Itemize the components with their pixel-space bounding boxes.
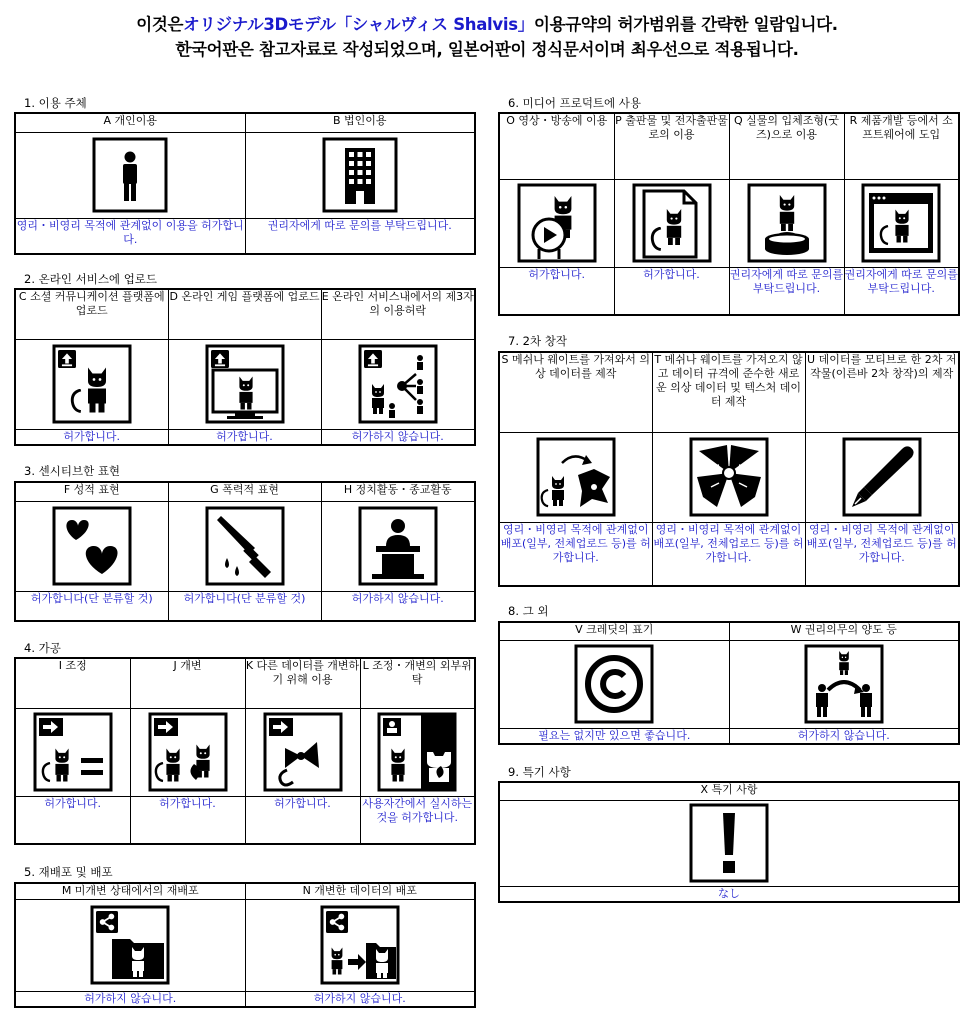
table-distribution bbox=[14, 882, 476, 1008]
label-T: T 메쉬나 웨이트를 가져오지 않고 데이터 규격에 준수한 새로운 의상 데이터 및 텍스처 데이터 제작 bbox=[652, 352, 805, 432]
permission-W: 허가하지 않습니다. bbox=[729, 728, 959, 744]
permission-N: 허가하지 않습니다. bbox=[245, 991, 475, 1007]
label-R: R 제품개발 등에서 소프트웨어에 도입 bbox=[844, 113, 959, 179]
permission-U: 영리・비영리 목적에 관계없이 배포(일부, 전체업로드 등)를 허가합니다. bbox=[805, 522, 959, 586]
person-icon bbox=[92, 137, 168, 213]
header-suffix: 이용규약의 허가범위를 간략한 일람입니다. bbox=[533, 15, 838, 34]
permission-T: 영리・비영리 목적에 관계없이 배포(일부, 전체업로드 등)를 허가합니다. bbox=[652, 522, 805, 586]
podium-icon bbox=[358, 506, 438, 586]
label-L: L 조정・개변의 외부위탁 bbox=[360, 658, 475, 708]
section-title-other: 8. 그 외 bbox=[508, 604, 549, 618]
permission-D: 허가합니다. bbox=[168, 429, 321, 445]
header-model-name: オリジナル3Dモデル「シャルヴィス Shalvis」 bbox=[183, 15, 534, 34]
permission-E: 허가하지 않습니다. bbox=[321, 429, 475, 445]
label-O: O 영상・방송에 이용 bbox=[499, 113, 614, 179]
redistribute-icon bbox=[90, 905, 170, 985]
label-M: M 미개변 상태에서의 재배포 bbox=[15, 883, 245, 899]
permission-F: 허가합니다(단 분류할 것) bbox=[15, 591, 168, 621]
section-title-secondary-creation: 7. 2차 창작 bbox=[508, 334, 567, 348]
section-title-sensitive: 3. 센시티브한 표현 bbox=[24, 464, 121, 478]
permission-B: 권리자에게 따로 문의를 부탁드립니다. bbox=[245, 218, 475, 254]
section-title-usage-subject: 1. 이용 주체 bbox=[24, 96, 87, 110]
upload-monitor-icon bbox=[205, 344, 285, 424]
table-other bbox=[498, 621, 960, 745]
section-title-online-upload: 2. 온라인 서비스에 업로드 bbox=[24, 272, 158, 286]
upload-avatar-icon bbox=[52, 344, 132, 424]
outsource-icon bbox=[377, 712, 457, 792]
permission-Q: 권리자에게 따로 문의를 부탁드립니다. bbox=[729, 267, 844, 315]
label-V: V 크레딧의 표기 bbox=[499, 622, 729, 640]
label-E: E 온라인 서비스내에서의 제3자의 이용허락 bbox=[321, 289, 475, 339]
section-title-distribution: 5. 재배포 및 배포 bbox=[24, 865, 113, 879]
building-icon bbox=[322, 137, 398, 213]
table-media-products bbox=[498, 112, 960, 316]
label-P: P 출판물 및 전자출판물로의 이용 bbox=[614, 113, 729, 179]
label-B: B 법인이용 bbox=[245, 113, 475, 132]
header-line-1 bbox=[0, 12, 974, 37]
label-F: F 성적 표현 bbox=[15, 482, 168, 501]
hearts-icon bbox=[52, 506, 132, 586]
exclamation-icon bbox=[689, 803, 769, 883]
upload-share-icon bbox=[358, 344, 438, 424]
header-line-2: 한국어판은 참고자료로 작성되었으며, 일본어판이 정식문서이며 최우선으로 적용됩니다. bbox=[175, 40, 799, 59]
software-icon bbox=[861, 183, 941, 263]
label-S: S 메쉬나 웨이트를 가져와서 의상 데이터를 제작 bbox=[499, 352, 652, 432]
permission-K: 허가합니다. bbox=[245, 796, 360, 844]
table-online-upload bbox=[14, 288, 476, 446]
pen-icon bbox=[842, 437, 922, 517]
label-U: U 데이터를 모티브로 한 2차 저작물(이른바 2차 창작)의 제작 bbox=[805, 352, 959, 432]
permission-S: 영리・비영리 목적에 관계없이 배포(일부, 전체업로드 등)를 허가합니다. bbox=[499, 522, 652, 586]
permission-O: 허가합니다. bbox=[499, 267, 614, 315]
section-title-media-products: 6. 미디어 프로덕트에 사용 bbox=[508, 96, 642, 110]
permission-G: 허가합니다(단 분류할 것) bbox=[168, 591, 321, 621]
permission-R: 권리자에게 따로 문의를 부탁드립니다. bbox=[844, 267, 959, 315]
label-X: X 특기 사항 bbox=[499, 782, 959, 800]
knife-icon bbox=[205, 506, 285, 586]
label-W: W 권리의무의 양도 등 bbox=[729, 622, 959, 640]
table-usage-subject bbox=[14, 112, 476, 255]
label-A: A 개인이용 bbox=[15, 113, 245, 132]
outfit-icon bbox=[689, 437, 769, 517]
table-special-notes bbox=[498, 781, 960, 903]
permission-X: なし bbox=[499, 886, 959, 902]
reuse-icon bbox=[263, 712, 343, 792]
figure-icon bbox=[747, 183, 827, 263]
label-Q: Q 실물의 입체조형(굿즈)으로 이용 bbox=[729, 113, 844, 179]
label-G: G 폭력적 표현 bbox=[168, 482, 321, 501]
distribute-modified-icon bbox=[320, 905, 400, 985]
label-D: D 온라인 게임 플랫폼에 업로드 bbox=[168, 289, 321, 339]
table-secondary-creation bbox=[498, 351, 960, 587]
table-sensitive bbox=[14, 481, 476, 622]
page-header bbox=[0, 12, 974, 62]
permission-A: 영리・비영리 목적에 관계없이 이용을 허가합니다. bbox=[15, 218, 245, 254]
copyright-icon bbox=[574, 644, 654, 724]
label-I: I 조정 bbox=[15, 658, 130, 708]
permission-H: 허가하지 않습니다. bbox=[321, 591, 475, 621]
mesh-transfer-icon bbox=[536, 437, 616, 517]
label-N: N 개변한 데이터의 배포 bbox=[245, 883, 475, 899]
label-K: K 다른 데이터를 개변하기 위해 이용 bbox=[245, 658, 360, 708]
section-title-special-notes: 9. 특기 사항 bbox=[508, 765, 571, 779]
label-J: J 개변 bbox=[130, 658, 245, 708]
section-title-processing: 4. 가공 bbox=[24, 641, 61, 655]
transfer-icon bbox=[804, 644, 884, 724]
adjust-icon bbox=[33, 712, 113, 792]
permission-L: 사용자간에서 실시하는 것을 허가합니다. bbox=[360, 796, 475, 844]
label-C: C 소셜 커뮤니케이션 플랫폼에 업로드 bbox=[15, 289, 168, 339]
permission-P: 허가합니다. bbox=[614, 267, 729, 315]
permission-C: 허가합니다. bbox=[15, 429, 168, 445]
modify-icon bbox=[148, 712, 228, 792]
permission-J: 허가합니다. bbox=[130, 796, 245, 844]
table-processing bbox=[14, 657, 476, 845]
header-prefix: 이것은 bbox=[136, 15, 184, 34]
publication-icon bbox=[632, 183, 712, 263]
permission-V: 필요는 없지만 있으면 좋습니다. bbox=[499, 728, 729, 744]
permission-I: 허가합니다. bbox=[15, 796, 130, 844]
label-H: H 정치활동・종교활동 bbox=[321, 482, 475, 501]
permission-M: 허가하지 않습니다. bbox=[15, 991, 245, 1007]
video-icon bbox=[517, 183, 597, 263]
